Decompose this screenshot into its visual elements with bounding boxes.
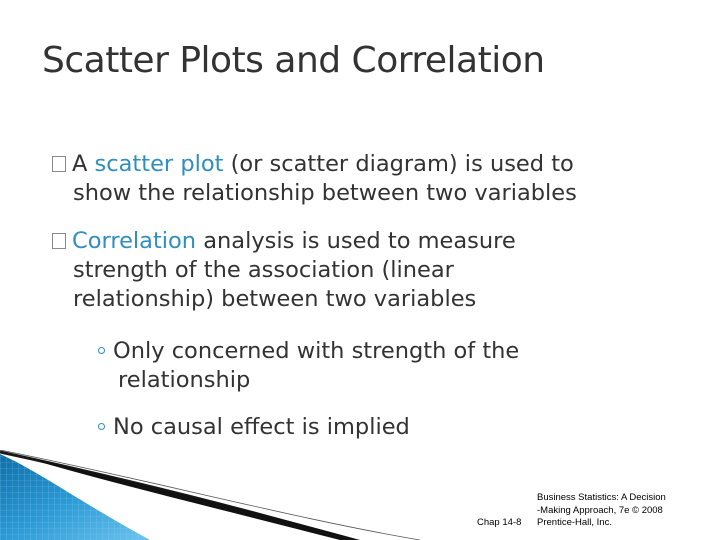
bullet-line [52, 227, 672, 256]
bullet-text: analysis is used to measure [196, 228, 516, 254]
bullet-line: strength of the association (linear [73, 257, 454, 283]
footer-credit-line: -Making Approach, 7e © 2008 [537, 504, 663, 516]
sub-bullet-line: relationship [118, 367, 251, 393]
slide-title: Scatter Plots and Correlation [42, 40, 545, 81]
term-correlation: Correlation [72, 228, 197, 254]
footer-chapter: Chap 14-8 [477, 517, 522, 528]
term-scatter-plot: scatter plot [94, 151, 224, 177]
bullet-prefix: A [72, 151, 95, 177]
sub-bullet-line [98, 337, 658, 366]
bullet-scatter-plot [52, 150, 692, 208]
footer-credit-line: Prentice-Hall, Inc. [537, 517, 612, 528]
sub-bullet-circle-icon [98, 347, 105, 354]
sub-bullet-causal [98, 413, 658, 442]
bullet-text: (or scatter diagram) is used to [223, 151, 574, 177]
bullet-line [52, 150, 692, 179]
sub-bullet-strength [98, 337, 658, 395]
bullet-box-icon [52, 233, 66, 249]
footer-credit-line: Business Statistics: A Decision [537, 492, 666, 503]
bullet-box-icon [52, 156, 66, 172]
footer-credit [537, 492, 717, 530]
bullet-line: relationship) between two variables [73, 286, 477, 312]
sub-bullet-circle-icon [98, 423, 105, 430]
sub-bullet-line [98, 413, 658, 442]
corner-swoosh-decoration [0, 450, 520, 540]
bullet-line: show the relationship between two variables [73, 180, 577, 206]
sub-bullet-text: Only concerned with strength of the [113, 338, 520, 364]
bullet-correlation [52, 227, 672, 314]
sub-bullet-text: No causal effect is implied [113, 414, 410, 440]
